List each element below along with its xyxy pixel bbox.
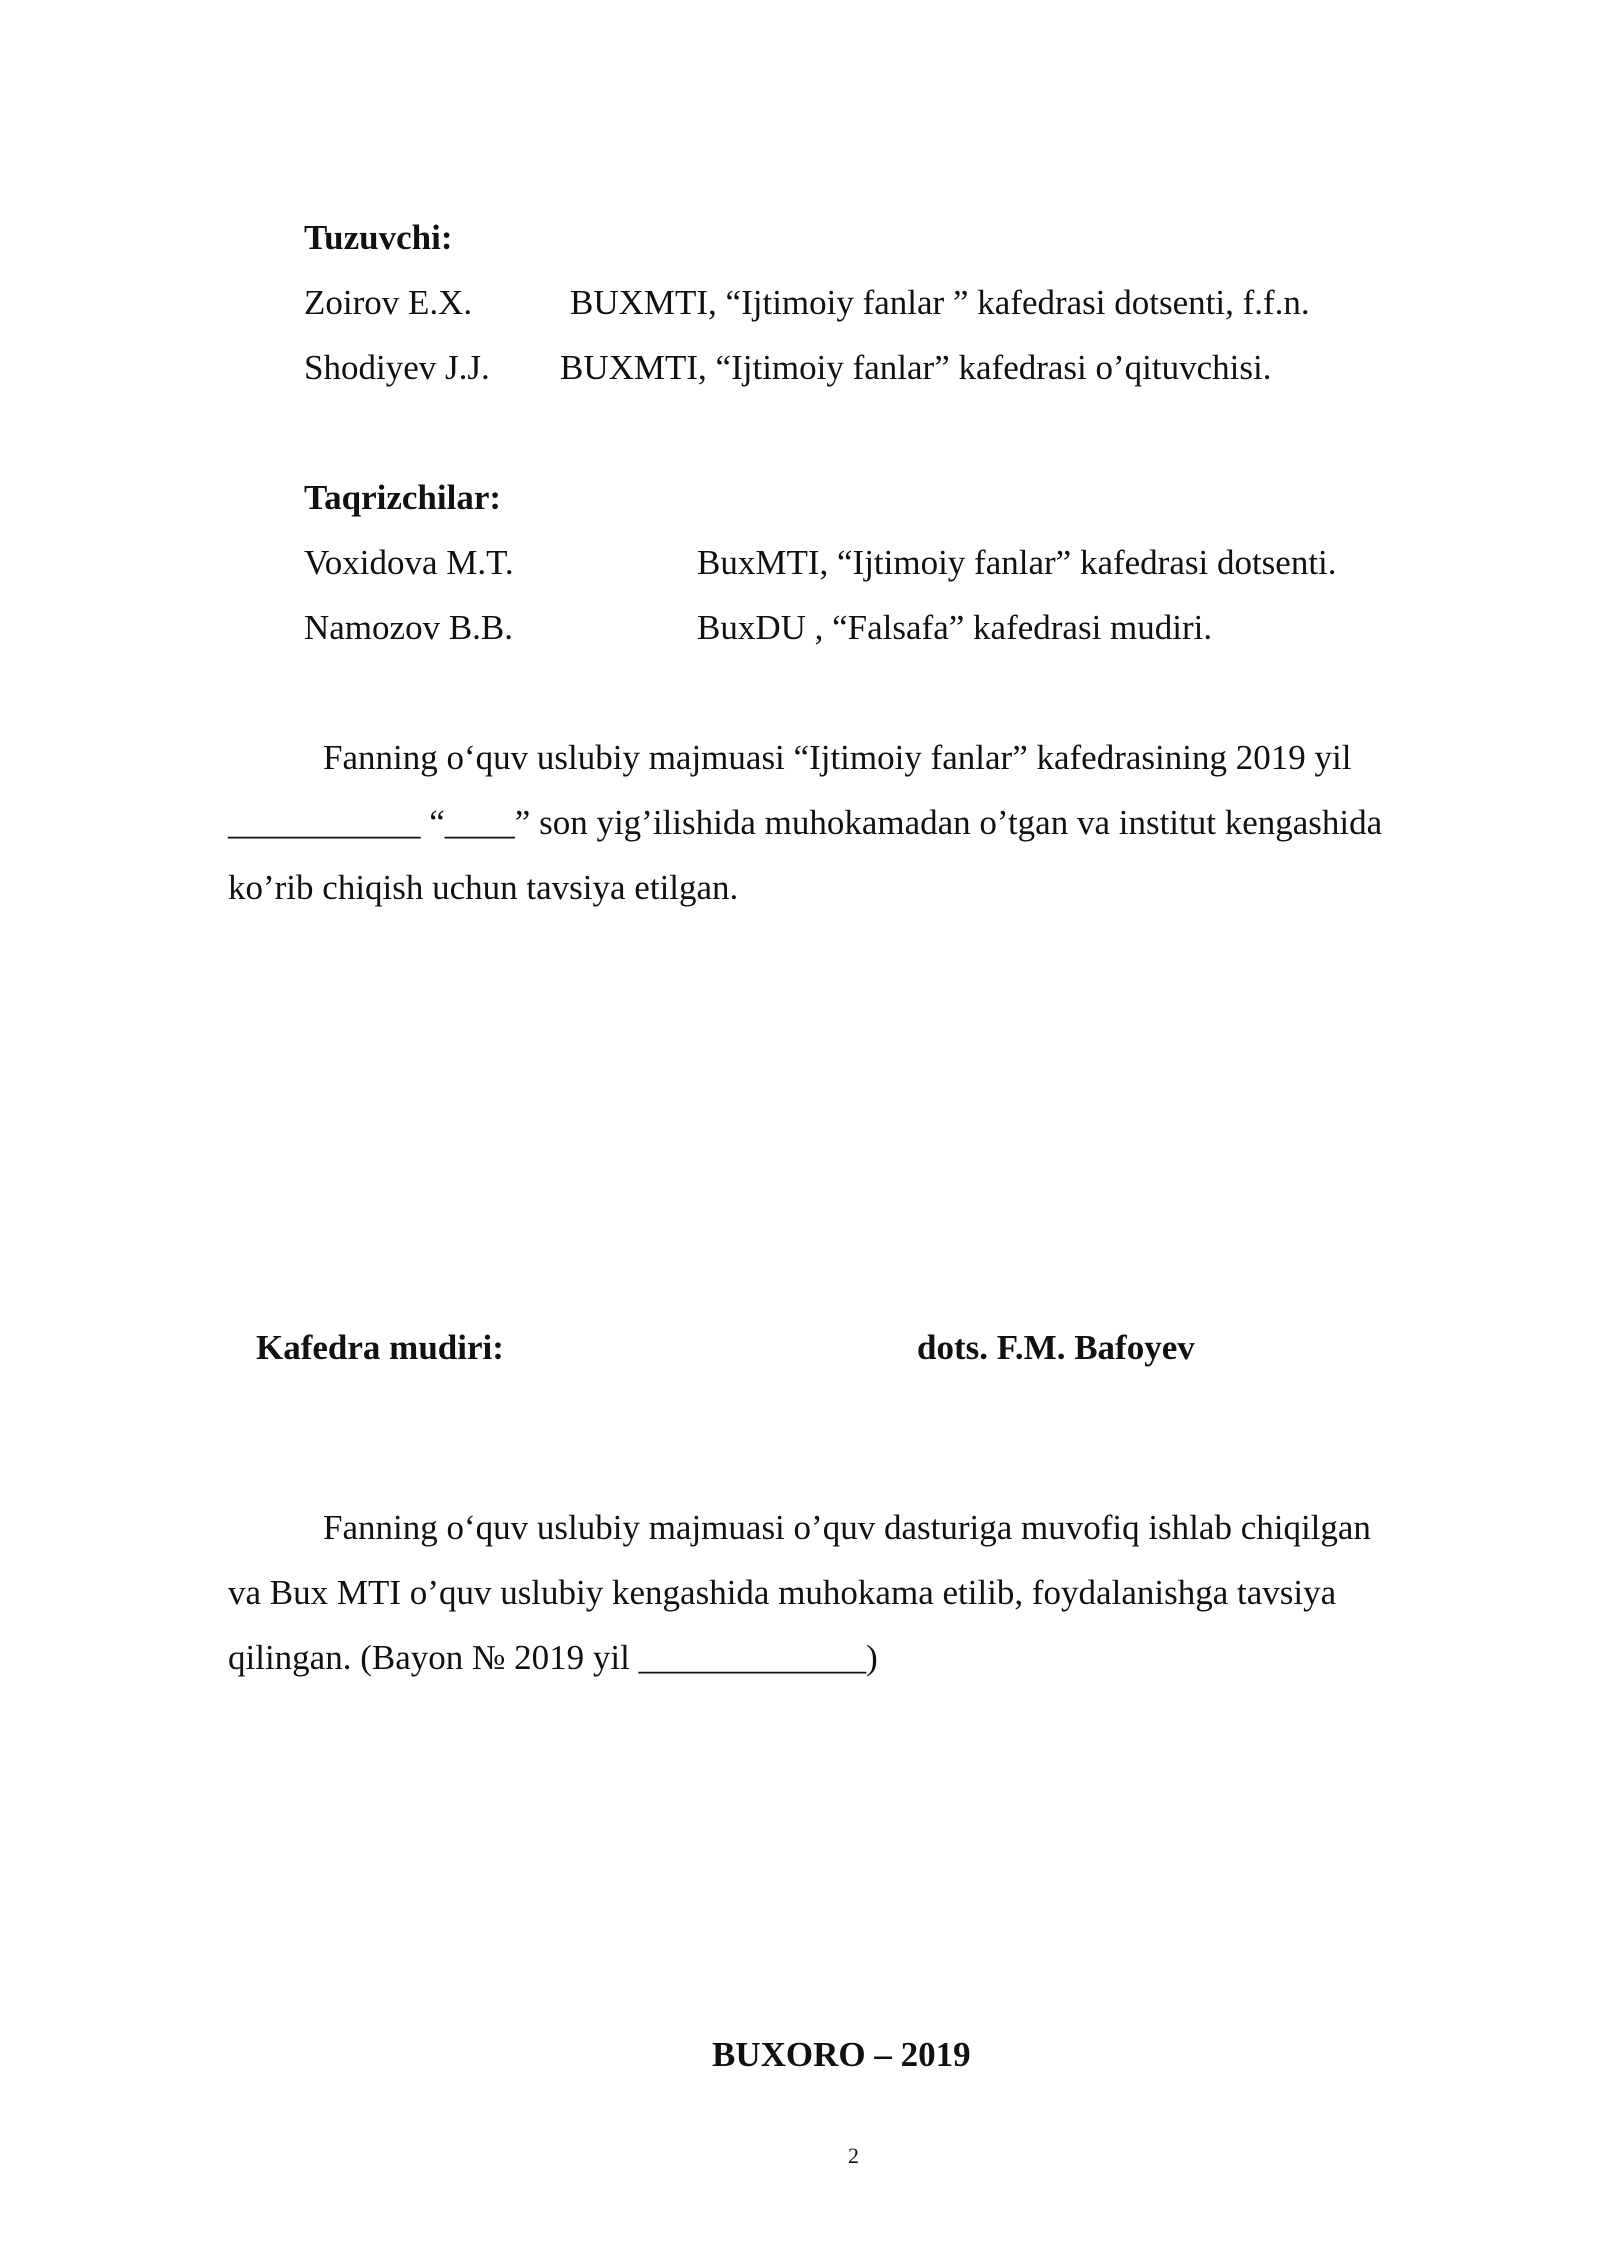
approval-paragraph-line: qilingan. (Bayon № 2019 yil _____________) — [228, 1638, 878, 1677]
reviewer-name: Voxidova M.T. — [304, 543, 514, 582]
author-name: Shodiyev J.J. — [304, 348, 490, 387]
kafedra-head-name: dots. F.M. Bafoyev — [917, 1328, 1195, 1367]
kafedra-label: Kafedra mudiri: — [256, 1328, 504, 1367]
reviewer-description: BuxMTI, “Ijtimoiy fanlar” kafedrasi dotsenti. — [697, 543, 1337, 582]
approval-paragraph-line: ko’rib chiqish uchun tavsiya etilgan. — [228, 868, 739, 907]
author-name: Zoirov E.X. — [304, 283, 473, 322]
reviewer-description: BuxDU , “Falsafa” kafedrasi mudiri. — [697, 608, 1213, 647]
approval-paragraph-line: Fanning o‘quv uslubiy majmuasi o’quv dasturiga muvofiq ishlab chiqilgan — [323, 1508, 1371, 1547]
city-year: BUXORO – 2019 — [712, 2035, 971, 2074]
approval-paragraph-line: Fanning o‘quv uslubiy majmuasi “Ijtimoiy fanlar” kafedrasining 2019 yil — [323, 738, 1352, 777]
approval-paragraph-line: va Bux MTI o’quv uslubiy kengashida muhokama etilib, foydalanishga tavsiya — [228, 1573, 1337, 1612]
author-description: BUXMTI, “Ijtimoiy fanlar ” kafedrasi dotsenti, f.f.n. — [570, 283, 1310, 322]
page-number: 2 — [848, 2143, 859, 2168]
reviewer-name: Namozov B.B. — [304, 608, 514, 647]
author-description: BUXMTI, “Ijtimoiy fanlar” kafedrasi o’qituvchisi. — [560, 348, 1272, 387]
tuzuvchi-heading: Tuzuvchi: — [304, 218, 453, 257]
taqrizchilar-heading: Taqrizchilar: — [304, 478, 502, 517]
approval-paragraph-line: ___________ “____” son yig’ilishida muhokamadan o’tgan va institut kengashida — [228, 803, 1383, 842]
